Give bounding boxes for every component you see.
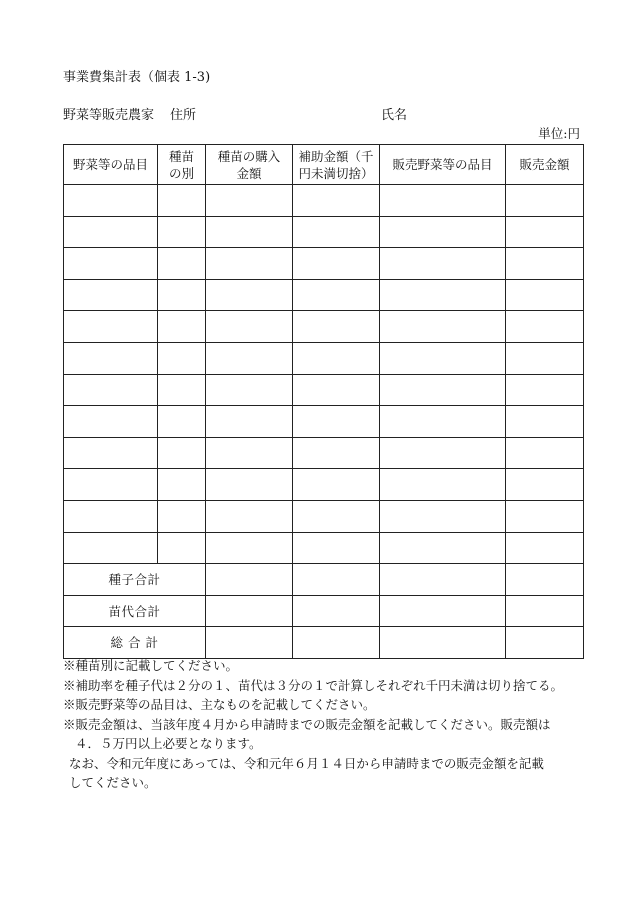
expense-summary-table: [63, 144, 584, 659]
header-subsidy-amount: 補助金額（千円未満切捨）: [293, 145, 380, 185]
header-sales-item: 販売野菜等の品目: [380, 145, 506, 185]
table-row: [64, 532, 584, 564]
table-cell[interactable]: [506, 216, 584, 248]
table-cell[interactable]: [64, 311, 158, 343]
table-cell[interactable]: [64, 469, 158, 501]
table-cell[interactable]: [380, 437, 506, 469]
table-row: [64, 406, 584, 438]
note-line: ※販売野菜等の品目は、主なものを記載してください。: [63, 697, 376, 712]
table-cell[interactable]: [206, 500, 293, 532]
table-cell[interactable]: [206, 374, 293, 406]
table-row: [64, 248, 584, 280]
summary-cell[interactable]: [380, 564, 506, 596]
table-cell[interactable]: [206, 248, 293, 280]
table-cell[interactable]: [158, 185, 206, 217]
table-cell[interactable]: [206, 216, 293, 248]
table-cell[interactable]: [64, 500, 158, 532]
table-cell[interactable]: [206, 279, 293, 311]
page-title: 事業費集計表（個表 1-3): [63, 70, 211, 85]
table-cell[interactable]: [293, 248, 380, 280]
name-label: 氏名: [381, 108, 408, 123]
table-row: [64, 437, 584, 469]
table-cell[interactable]: [380, 216, 506, 248]
table-cell[interactable]: [158, 311, 206, 343]
table-cell[interactable]: [206, 437, 293, 469]
table-cell[interactable]: [158, 248, 206, 280]
summary-cell[interactable]: [506, 564, 584, 596]
table-cell[interactable]: [293, 279, 380, 311]
table-row: [64, 500, 584, 532]
note-line: ※補助率を種子代は２分の１、苗代は３分の１で計算しそれぞれ千円未満は切り捨てる。: [63, 677, 564, 693]
summary-cell[interactable]: [206, 627, 293, 659]
table-cell[interactable]: [158, 500, 206, 532]
table-cell[interactable]: [206, 311, 293, 343]
table-cell[interactable]: [380, 500, 506, 532]
table-cell[interactable]: [380, 374, 506, 406]
table-cell[interactable]: [380, 248, 506, 280]
table-cell[interactable]: [506, 374, 584, 406]
table-cell[interactable]: [64, 185, 158, 217]
farmer-label: 野菜等販売農家: [63, 108, 155, 123]
table-cell[interactable]: [206, 406, 293, 438]
table-cell[interactable]: [506, 437, 584, 469]
table-cell[interactable]: [158, 406, 206, 438]
table-cell[interactable]: [506, 185, 584, 217]
table-cell[interactable]: [380, 311, 506, 343]
table-cell[interactable]: [506, 279, 584, 311]
table-cell[interactable]: [293, 437, 380, 469]
table-cell[interactable]: [506, 248, 584, 280]
unit-label: 単位:円: [538, 126, 580, 141]
header-purchase-amount: 種苗の購入金額: [206, 145, 293, 185]
summary-cell[interactable]: [206, 595, 293, 627]
table-cell[interactable]: [206, 185, 293, 217]
table-cell[interactable]: [293, 342, 380, 374]
table-cell[interactable]: [64, 342, 158, 374]
table-cell[interactable]: [380, 532, 506, 564]
table-cell[interactable]: [293, 216, 380, 248]
table-cell[interactable]: [206, 469, 293, 501]
summary-label: 苗代合計: [64, 595, 206, 627]
address-label: 住所: [170, 108, 197, 123]
summary-cell[interactable]: [293, 564, 380, 596]
table-cell[interactable]: [158, 216, 206, 248]
header-sales-amount: 販売金額: [506, 145, 584, 185]
summary-cell[interactable]: [380, 627, 506, 659]
table-cell[interactable]: [158, 279, 206, 311]
table-cell[interactable]: [64, 437, 158, 469]
table-row: [64, 374, 584, 406]
summary-cell[interactable]: [293, 595, 380, 627]
table-cell[interactable]: [64, 279, 158, 311]
table-cell[interactable]: [380, 406, 506, 438]
table-cell[interactable]: [206, 532, 293, 564]
table-cell[interactable]: [293, 469, 380, 501]
notes: [63, 656, 603, 793]
summary-cell[interactable]: [380, 595, 506, 627]
table-cell[interactable]: [158, 469, 206, 501]
table-cell[interactable]: [506, 532, 584, 564]
table-cell[interactable]: [380, 279, 506, 311]
note-line: してください。: [69, 775, 157, 790]
table-row: [64, 342, 584, 374]
table-cell[interactable]: [380, 185, 506, 217]
summary-row: [64, 627, 584, 659]
table-cell[interactable]: [506, 342, 584, 374]
table-cell[interactable]: [293, 532, 380, 564]
table-cell[interactable]: [293, 500, 380, 532]
table-cell[interactable]: [64, 216, 158, 248]
header-vegetable-item: 野菜等の品目: [64, 145, 158, 185]
table-cell[interactable]: [206, 342, 293, 374]
note-line: ※種苗別に記載してください。: [63, 658, 239, 673]
table-cell[interactable]: [64, 248, 158, 280]
summary-row: [64, 564, 584, 596]
summary-cell[interactable]: [506, 627, 584, 659]
summary-label: 種子合計: [64, 564, 206, 596]
table-cell[interactable]: [158, 437, 206, 469]
note-line: ４．５万円以上必要となります。: [75, 736, 262, 751]
table-header-row: [64, 145, 584, 185]
table-cell[interactable]: [506, 469, 584, 501]
table-row: [64, 469, 584, 501]
table-row: [64, 279, 584, 311]
table-row: [64, 311, 584, 343]
note-line: ※販売金額は、当該年度４月から申請時までの販売金額を記載してください。販売額は: [63, 716, 551, 732]
summary-row: [64, 595, 584, 627]
table-cell[interactable]: [158, 532, 206, 564]
table-row: [64, 185, 584, 217]
table-cell[interactable]: [293, 185, 380, 217]
table-cell[interactable]: [64, 406, 158, 438]
header-seed-type: 種苗の別: [158, 145, 206, 185]
applicant-info: [63, 104, 583, 122]
table-cell[interactable]: [506, 406, 584, 438]
table-cell[interactable]: [380, 469, 506, 501]
summary-label: 総 合 計: [64, 627, 206, 659]
table-cell[interactable]: [506, 311, 584, 343]
table-cell[interactable]: [158, 342, 206, 374]
table-row: [64, 216, 584, 248]
table-cell[interactable]: [293, 311, 380, 343]
summary-cell[interactable]: [206, 564, 293, 596]
table-cell[interactable]: [506, 500, 584, 532]
table-cell[interactable]: [64, 374, 158, 406]
summary-cell[interactable]: [293, 627, 380, 659]
table-cell[interactable]: [380, 342, 506, 374]
table-cell[interactable]: [293, 406, 380, 438]
table-cell[interactable]: [64, 532, 158, 564]
note-line: なお、令和元年度にあっては、令和元年６月１４日から申請時までの販売金額を記載: [69, 755, 544, 771]
table-cell[interactable]: [293, 374, 380, 406]
table-cell[interactable]: [158, 374, 206, 406]
summary-cell[interactable]: [506, 595, 584, 627]
